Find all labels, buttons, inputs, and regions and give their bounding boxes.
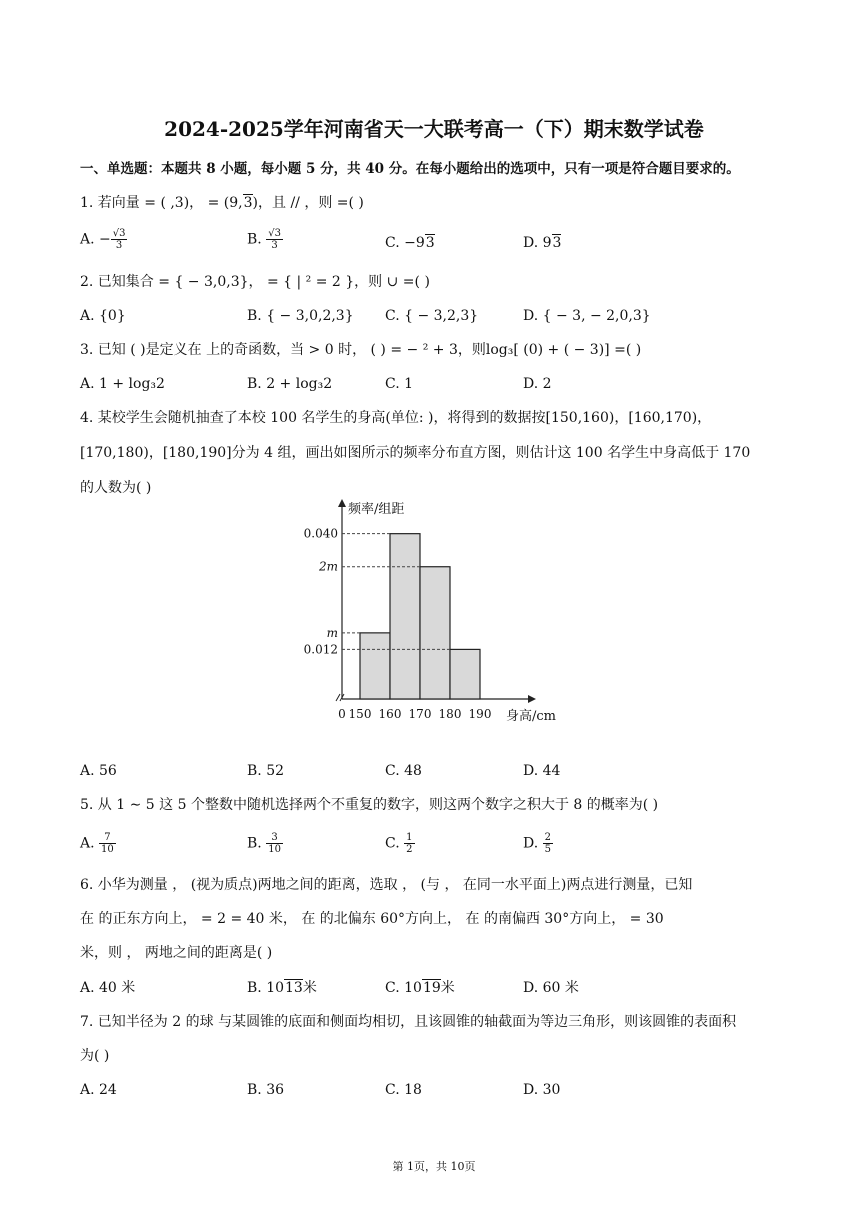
y-tick-label: 0.012 xyxy=(303,642,338,657)
denominator: 3 xyxy=(271,240,278,251)
fraction xyxy=(99,832,116,855)
q2-option-b: B. { − 3,0,2,3} xyxy=(247,308,354,324)
q6-option-a: A. 40 米 xyxy=(80,980,136,996)
unit: 米 xyxy=(302,980,317,996)
option-label: B. xyxy=(247,231,267,248)
q3-option-c: C. 1 xyxy=(385,376,414,392)
option-label: D. xyxy=(523,835,543,852)
q7-option-b: B. 36 xyxy=(247,1082,285,1098)
q7-option-c: C. 18 xyxy=(385,1082,422,1098)
denominator: 2 xyxy=(406,844,413,855)
section-heading: 一、单选题：本题共 8 小题，每小题 5 分，共 40 分。在每小题给出的选项中，只有一项是符合题目要求的。 xyxy=(80,161,740,177)
q1-option-c xyxy=(385,234,435,252)
option-label: D. 9 xyxy=(523,235,552,251)
y-axis-arrow xyxy=(338,499,346,507)
q6-option-b xyxy=(247,979,317,997)
question-6-line-3: 米，则 ， 两地之间的距离是( ) xyxy=(80,945,273,961)
question-4-line-1: 4. 某校学生会随机抽查了本校 100 名学生的身高(单位: )，将得到的数据按[150,160)，[160,170)， xyxy=(80,410,712,426)
x-tick-label: 160 xyxy=(378,707,402,721)
q6-option-c xyxy=(385,979,455,997)
x-axis-title: 身高/cm xyxy=(506,709,556,724)
denominator: 5 xyxy=(544,844,552,855)
numerator: 2 xyxy=(544,832,552,843)
histogram-bar xyxy=(420,567,450,699)
question-6-line-1: 6. 小华为测量 ， (视为质点)两地之间的距离，选取 ， (与 ， 在同一水平面上)两点进行测量，已知 xyxy=(80,877,693,893)
denominator: 3 xyxy=(115,240,123,251)
q5-option-d xyxy=(523,832,553,855)
question-5-stem: 5. 从 1 ∼ 5 这 5 个整数中随机选择两个不重复的数字，则这两个数字之积大于 8 的概率为( ) xyxy=(80,797,659,813)
question-4-line-2: [170,180)，[180,190]分为 4 组，画出如图所示的频率分布直方图，则估计这 100 名学生中身高低于 170 xyxy=(80,445,751,461)
q5-option-b xyxy=(247,832,283,855)
q3-option-a: A. 1 + log₃2 xyxy=(80,376,165,392)
q7-option-d: D. 30 xyxy=(523,1082,561,1098)
x-tick-label: 170 xyxy=(408,707,432,721)
q4-option-d: D. 44 xyxy=(523,763,561,779)
option-label: A. xyxy=(80,835,100,852)
y-tick-label: m xyxy=(326,625,338,640)
q1-stem-part-b: )，且 // ，则 =( ) xyxy=(252,195,364,211)
numerator: √3 xyxy=(112,228,126,239)
axis-break-mark xyxy=(336,694,344,701)
x-tick-label: 150 xyxy=(348,707,372,721)
page-footer: 第 1页，共 10页 xyxy=(392,1160,476,1173)
option-label: C. −9 xyxy=(385,235,425,251)
option-label: B. 10 xyxy=(247,980,285,996)
option-label: C. 10 xyxy=(385,980,422,996)
q1-option-d xyxy=(523,234,561,252)
question-4-line-3: 的人数为( ) xyxy=(80,480,152,496)
q2-option-d: D. { − 3, − 2,0,3} xyxy=(523,308,651,324)
q1-stem-part-a: 1. 若向量 = ( ,3)， = (9, xyxy=(80,195,243,211)
q5-option-c xyxy=(385,832,415,855)
question-7-line-2: 为( ) xyxy=(80,1048,110,1064)
sqrt-radicand: 13 xyxy=(285,980,303,996)
numerator: 7 xyxy=(99,832,116,844)
numerator: 1 xyxy=(406,832,413,843)
fraction xyxy=(111,228,128,251)
y-tick-label: 2m xyxy=(318,559,338,574)
q4-option-a: A. 56 xyxy=(80,763,117,779)
numerator: 3 xyxy=(266,832,283,844)
q4-option-b: B. 52 xyxy=(247,763,285,779)
histogram-bar xyxy=(360,633,390,699)
fraction xyxy=(266,832,283,855)
question-2-stem: 2. 已知集合 = { − 3,0,3}， = { | ² = 2 }，则 ∪ =( ) xyxy=(80,274,430,290)
unit: 米 xyxy=(440,980,455,996)
sqrt-radicand: 3 xyxy=(425,235,435,251)
x-axis-arrow xyxy=(528,695,536,703)
x-tick-label: 190 xyxy=(468,707,492,721)
histogram-bar xyxy=(390,534,420,699)
option-label: B. xyxy=(247,835,267,852)
x-tick-label: 180 xyxy=(438,707,462,721)
fraction xyxy=(266,228,283,251)
q3-option-d: D. 2 xyxy=(523,376,552,392)
q6-option-d: D. 60 米 xyxy=(523,980,579,996)
fraction xyxy=(543,832,553,855)
sqrt-radicand: 19 xyxy=(422,980,441,996)
fraction xyxy=(404,832,414,855)
option-label: C. xyxy=(385,835,405,852)
option-label: A. − xyxy=(80,231,111,248)
q2-option-c: C. { − 3,2,3} xyxy=(385,308,479,324)
q5-option-a xyxy=(80,832,116,855)
q1-option-b xyxy=(247,228,283,251)
numerator: √3 xyxy=(268,228,281,239)
x-tick-label: 0 xyxy=(338,707,346,721)
q4-option-c: C. 48 xyxy=(385,763,422,779)
y-axis-title: 频率/组距 xyxy=(348,502,405,517)
page-title: 2024-2025学年河南省天一大联考高一（下）期末数学试卷 xyxy=(164,117,704,141)
q1-stem-sqrt: 3 xyxy=(243,195,253,211)
denominator: 10 xyxy=(268,844,281,855)
question-1-stem xyxy=(80,194,364,212)
frequency-histogram xyxy=(290,495,580,730)
question-6-line-2: 在 的正东方向上， = 2 = 40 米， 在 的北偏东 60°方向上， 在 的南偏西 30°方向上， = 30 xyxy=(80,911,664,927)
y-tick-label: 0.040 xyxy=(303,526,338,541)
q3-option-b: B. 2 + log₃2 xyxy=(247,376,333,392)
question-7-line-1: 7. 已知半径为 2 的球 与某圆锥的底面和侧面均相切，且该圆锥的轴截面为等边三角形，则该圆锥的表面积 xyxy=(80,1014,737,1030)
sqrt-radicand: 3 xyxy=(552,235,562,251)
q2-option-a: A. {0} xyxy=(80,308,126,324)
question-3-stem: 3. 已知 ( )是定义在 上的奇函数，当 > 0 时， ( ) = − ² + 3，则log₃[ (0) + ( − 3)] =( ) xyxy=(80,342,642,358)
q7-option-a: A. 24 xyxy=(80,1082,117,1098)
histogram-bar xyxy=(450,649,480,699)
denominator: 10 xyxy=(101,844,114,855)
q1-option-a xyxy=(80,228,127,251)
